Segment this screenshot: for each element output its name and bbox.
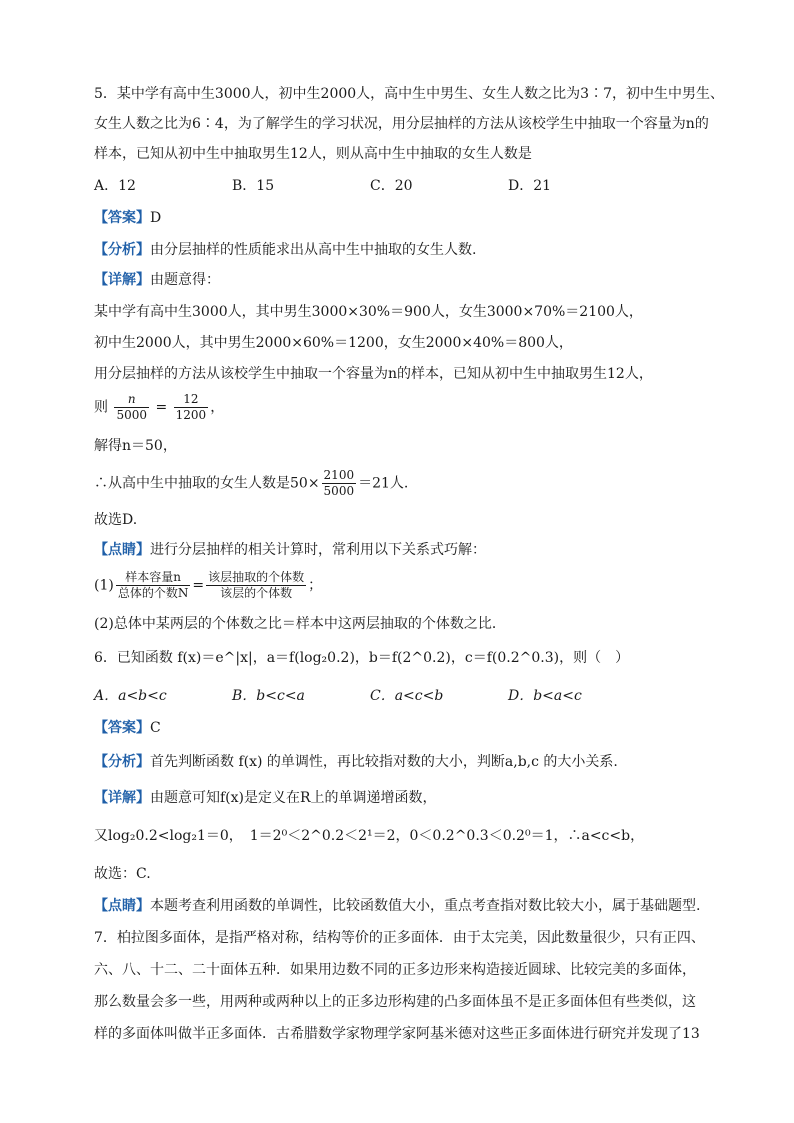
q6-detail-line-2: 又log₂0.2<log₂1＝0， 1＝2⁰＜2^0.2＜2¹＝2，0＜0.2^0.3＜0.2⁰＝1，∴a<c<b， xyxy=(94,828,645,844)
q5-detail-solve: 解得n＝50， xyxy=(94,438,177,454)
q6-option-a: A．a<b<c xyxy=(94,688,167,704)
fraction-numerator: 2100 xyxy=(323,468,355,482)
fraction-denominator: 该层的个体数 xyxy=(220,586,293,600)
q5-option-b: B．15 xyxy=(232,178,275,194)
q6-option-c: C．a<c<b xyxy=(370,688,444,704)
q5-analysis xyxy=(94,240,476,260)
fraction-numerator: n xyxy=(114,392,149,408)
q7-stem-line-1: 7．柏拉图多面体，是指严格对称，结构等价的正多面体．由于太完美，因此数量很少，只有正四、 xyxy=(94,930,705,946)
q5-stem-line-3: 样本，已知从初中生中抽取男生12人，则从高中生中抽取的女生人数是 xyxy=(94,146,532,162)
q5-detail-line-3: 用分层抽样的方法从该校学生中抽取一个容量为n的样本，已知从初中生中抽取男生12人， xyxy=(94,366,653,382)
q6-detail xyxy=(94,788,437,808)
analysis-text: 首先判断函数 f(x) 的单调性，再比较指对数的大小，判断a,b,c 的大小关系. xyxy=(150,754,618,770)
analysis-text: 由分层抽样的性质能求出从高中生中抽取的女生人数. xyxy=(150,242,477,258)
q6-stem: 6．已知函数 f(x)＝e^|x|，a＝f(log₂0.2)，b＝f(2^0.2)，c＝f(0.2^0.3)，则（ ） xyxy=(94,650,630,666)
q6-analysis xyxy=(94,752,618,772)
fraction-numerator: 样本容量n xyxy=(116,570,191,586)
fraction-n-over-5000 xyxy=(114,392,149,423)
q6-answer xyxy=(94,718,161,738)
result-suffix: ＝21人. xyxy=(358,475,409,492)
q5-detail xyxy=(94,270,220,290)
remark-tag: 【点睛】 xyxy=(94,542,150,558)
q5-detail-equation xyxy=(94,392,224,423)
remark-text: 本题考查利用函数的单调性，比较函数值大小，重点考查指对数比较大小，属于基础题型. xyxy=(150,898,701,914)
remark-tag: 【点睛】 xyxy=(94,898,150,914)
fraction-2100-over-5000 xyxy=(322,468,357,499)
analysis-tag: 【分析】 xyxy=(94,754,150,770)
answer-value: C xyxy=(150,720,161,736)
detail-text: 由题意可知f(x)是定义在R上的单调递增函数， xyxy=(150,790,437,806)
q6-option-b: B．b<c<a xyxy=(232,688,305,704)
q5-remark-formula-1 xyxy=(94,570,322,601)
analysis-tag: 【分析】 xyxy=(94,242,150,258)
fraction-numerator: 该层抽取的个体数 xyxy=(208,570,305,584)
answer-tag: 【答案】 xyxy=(94,210,150,226)
q7-stem-line-4: 样的多面体叫做半正多面体．古希腊数学家物理学家阿基米德对这些正多面体进行研究并发现了13 xyxy=(94,1026,700,1042)
equals-sign: = xyxy=(192,577,205,594)
detail-tag: 【详解】 xyxy=(94,272,150,288)
formula-suffix: ； xyxy=(308,577,323,594)
fraction-numerator: 12 xyxy=(174,392,209,408)
remark-text: 进行分层抽样的相关计算时，常利用以下关系式巧解： xyxy=(150,542,486,558)
q5-detail-line-2: 初中生2000人，其中男生2000×60%＝1200，女生2000×40%＝800人， xyxy=(94,335,573,351)
q5-stem-line-1: 5．某中学有高中生3000人，初中生2000人，高中生中男生、女生人数之比为3∶7，初中生中男生、 xyxy=(94,86,724,102)
equation-suffix: ， xyxy=(210,399,225,416)
detail-tag: 【详解】 xyxy=(94,790,150,806)
q6-conclusion: 故选：C. xyxy=(94,866,151,882)
q5-answer xyxy=(94,208,161,228)
fraction-denominator: 5000 xyxy=(323,484,355,498)
q6-option-d: D．b<a<c xyxy=(508,688,582,704)
result-prefix: ∴从高中生中抽取的女生人数是50× xyxy=(94,475,320,492)
q5-stem-line-2: 女生人数之比为6∶4，为了解学生的学习状况，用分层抽样的方法从该校学生中抽取一个容量为n的 xyxy=(94,116,709,132)
q7-stem-line-3: 那么数量会多一些，用两种或两种以上的正多边形构建的凸多面体虽不是正多面体但有些类似，这 xyxy=(94,994,696,1010)
q5-remark-formula-2: (2)总体中某两层的个体数之比＝样本中这两层抽取的个体数之比． xyxy=(94,616,506,632)
formula-index: (1) xyxy=(94,577,114,594)
equation-prefix: 则 xyxy=(94,399,108,416)
q5-detail-result xyxy=(94,468,408,499)
q5-detail-line-1: 某中学有高中生3000人，其中男生3000×30%＝900人，女生3000×70%＝2100人， xyxy=(94,304,643,320)
q5-option-d: D．21 xyxy=(508,178,552,194)
fraction-12-over-1200 xyxy=(174,392,209,423)
answer-tag: 【答案】 xyxy=(94,720,150,736)
q5-conclusion: 故选D. xyxy=(94,512,138,528)
detail-intro: 由题意得： xyxy=(150,272,220,288)
q5-option-a: A．12 xyxy=(94,178,136,194)
fraction-sample-over-total xyxy=(116,570,191,601)
answer-value: D xyxy=(150,210,162,226)
q6-remark xyxy=(94,896,700,916)
fraction-denominator: 总体的个数N xyxy=(117,586,189,600)
q7-stem-line-2: 六、八、十二、二十面体五种．如果用边数不同的正多边形来构造接近圆球、比较完美的多面体， xyxy=(94,962,696,978)
q5-option-c: C．20 xyxy=(370,178,413,194)
q5-remark xyxy=(94,540,486,560)
fraction-denominator: 1200 xyxy=(175,408,207,422)
equals-sign: = xyxy=(155,399,168,416)
fraction-layer-drawn-over-layer xyxy=(206,570,306,601)
fraction-denominator: 5000 xyxy=(116,408,147,422)
